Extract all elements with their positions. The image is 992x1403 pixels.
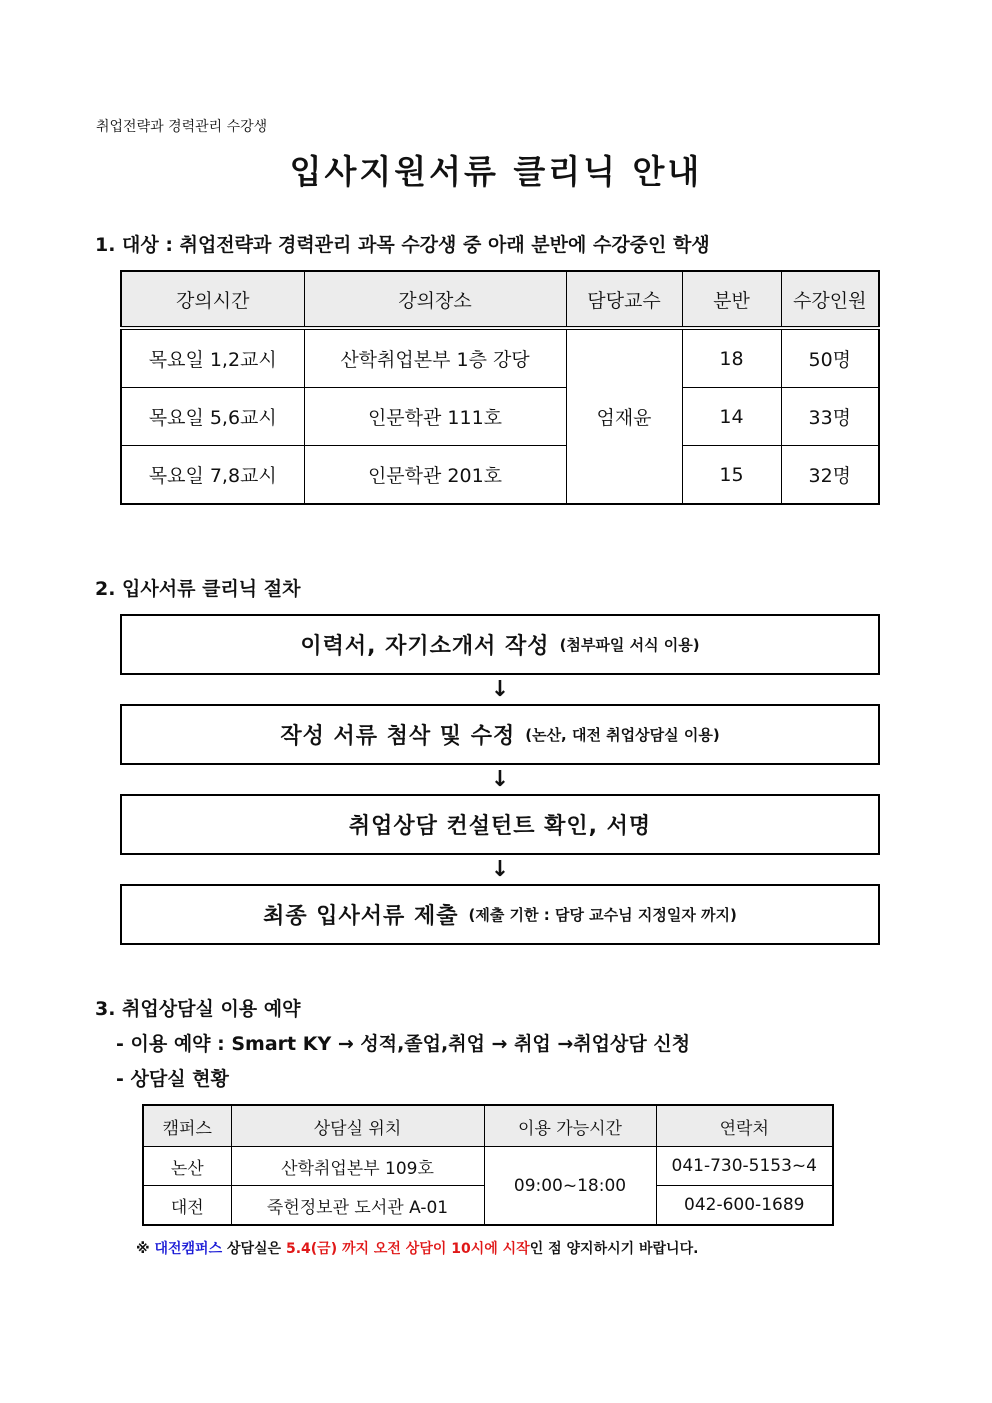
cell-place: 인문학관 111호 <box>304 388 566 446</box>
counseling-room-table <box>142 1104 834 1226</box>
process-step-4 <box>120 884 880 945</box>
cell-place: 산학취업본부 1층 강당 <box>304 328 566 388</box>
counseling-room-status-label: - 상담실 현황 <box>116 1068 229 1090</box>
process-step-3 <box>120 794 880 855</box>
header-phone: 연락처 <box>656 1105 833 1147</box>
footnote-highlight: 5.4(금) 까지 오전 상담이 10시에 시작 <box>285 1241 530 1257</box>
cell-time: 목요일 1,2교시 <box>121 328 304 388</box>
section2-heading: 2. 입사서류 클리닉 절차 <box>95 578 301 600</box>
cell-section: 14 <box>682 388 781 446</box>
step-title: 취업상담 컨설턴트 확인, 서명 <box>348 814 652 839</box>
cell-campus: 대전 <box>143 1186 231 1226</box>
section3-heading: 3. 취업상담실 이용 예약 <box>95 998 301 1020</box>
cell-location: 죽헌정보관 도서관 A-01 <box>231 1186 484 1226</box>
cell-time: 목요일 5,6교시 <box>121 388 304 446</box>
table-row <box>121 446 879 505</box>
cell-count: 50명 <box>781 328 879 388</box>
down-arrow-icon: ↓ <box>490 767 510 792</box>
cell-count: 32명 <box>781 446 879 505</box>
header-section: 분반 <box>682 271 781 328</box>
down-arrow-icon: ↓ <box>490 857 510 882</box>
document-subtitle: 취업전략과 경력관리 수강생 <box>96 119 268 135</box>
footnote <box>136 1238 698 1258</box>
step-title: 최종 입사서류 제출 <box>263 904 459 929</box>
footnote-mark: ※ <box>136 1241 155 1257</box>
table-header-row <box>143 1105 833 1147</box>
class-schedule-table <box>120 270 880 505</box>
header-professor: 담당교수 <box>566 271 682 328</box>
document-title: 입사지원서류 클리닉 안내 <box>289 152 703 191</box>
cell-section: 15 <box>682 446 781 505</box>
cell-campus: 논산 <box>143 1147 231 1186</box>
cell-section: 18 <box>682 328 781 388</box>
cell-phone: 042-600-1689 <box>656 1186 833 1226</box>
step-note: (논산, 대전 취업상담실 이용) <box>525 726 720 744</box>
step-title: 작성 서류 첨삭 및 수정 <box>280 724 516 749</box>
cell-time: 목요일 7,8교시 <box>121 446 304 505</box>
table-row <box>121 328 879 388</box>
step-note: (제출 기한 : 담당 교수님 지정일자 까지) <box>468 906 737 924</box>
cell-count: 33명 <box>781 388 879 446</box>
section1-heading: 1. 대상 : 취업전략과 경력관리 과목 수강생 중 아래 분반에 수강중인 학생 <box>95 234 710 256</box>
reservation-path: - 이용 예약 : Smart KY → 성적,졸업,취업 → 취업 →취업상담 신청 <box>116 1033 691 1055</box>
header-campus: 캠퍼스 <box>143 1105 231 1147</box>
header-count: 수강인원 <box>781 271 879 328</box>
table-row <box>121 388 879 446</box>
table-header-row <box>121 271 879 328</box>
down-arrow-icon: ↓ <box>490 677 510 702</box>
cell-hours: 09:00~18:00 <box>484 1147 656 1226</box>
header-location: 상담실 위치 <box>231 1105 484 1147</box>
footnote-text: 상담실은 <box>222 1241 286 1257</box>
step-title: 이력서, 자기소개서 작성 <box>300 634 550 659</box>
footnote-text: 인 점 양지하시기 바랍니다. <box>529 1241 699 1257</box>
header-place: 강의장소 <box>304 271 566 328</box>
cell-professor: 엄재윤 <box>566 328 682 504</box>
footnote-campus: 대전캠퍼스 <box>154 1241 223 1257</box>
process-step-2 <box>120 704 880 765</box>
cell-place: 인문학관 201호 <box>304 446 566 505</box>
table-row <box>143 1147 833 1186</box>
cell-phone: 041-730-5153~4 <box>656 1147 833 1186</box>
header-hours: 이용 가능시간 <box>484 1105 656 1147</box>
step-note: (첨부파일 서식 이용) <box>559 636 700 654</box>
process-step-1 <box>120 614 880 675</box>
cell-location: 산학취업본부 109호 <box>231 1147 484 1186</box>
header-time: 강의시간 <box>121 271 304 328</box>
